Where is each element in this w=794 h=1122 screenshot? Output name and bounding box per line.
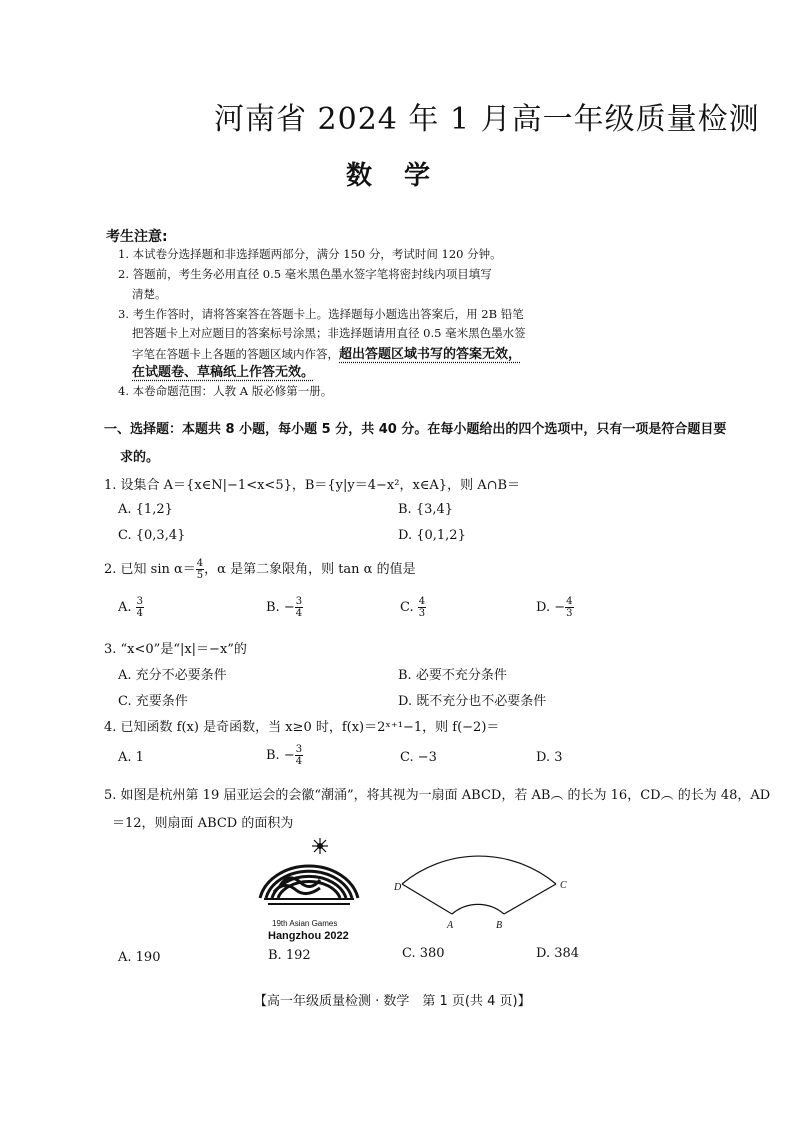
q3-option-d: D. 既不充分也不必要条件 — [398, 694, 547, 709]
q2-stem-num: 4 — [196, 558, 204, 569]
q5-option-b: B. 192 — [268, 948, 311, 963]
q4-b-label: B. − — [266, 748, 295, 763]
q5-option-c: C. 380 — [402, 946, 445, 961]
q5-stem-line-2: ＝12，则扇面 ABCD 的面积为 — [112, 816, 294, 831]
q2-stem-pre: 2. 已知 sin α＝ — [104, 562, 196, 577]
q2-option-b — [266, 596, 303, 619]
q2-b-label: B. − — [266, 600, 295, 615]
q4-b-den: 4 — [295, 756, 303, 767]
notice-item-3c — [132, 343, 521, 362]
q1-option-a: A. {1,2} — [118, 502, 173, 517]
section-1-heading: 一、选择题：本题共 8 小题，每小题 5 分，共 40 分。在每小题给出的四个选项中，只有一项是符合题目要 — [104, 422, 727, 437]
q4-option-c: C. −3 — [400, 750, 437, 765]
q2-a-den: 4 — [136, 608, 144, 619]
asian-games-logo — [250, 836, 368, 944]
q2-stem-post: ，α 是第二象限角，则 tan α 的值是 — [204, 562, 416, 577]
q1-stem: 1. 设集合 A＝{x∈N|−1<x<5}，B＝{y|y＝4−x²，x∈A}，则 A∩B＝ — [104, 478, 521, 493]
q2-a-num: 3 — [136, 596, 144, 607]
point-a-label: A — [447, 920, 454, 931]
q1-option-d: D. {0,1,2} — [398, 528, 466, 543]
notice-item-2b: 清楚。 — [132, 287, 167, 301]
q5-option-d: D. 384 — [536, 946, 580, 961]
notice-item-3c-text: 字笔在答题卡上各题的答题区域内作答， — [132, 347, 339, 361]
point-d-label: D — [394, 882, 402, 893]
arc-ab — [452, 904, 504, 914]
notice-item-4: 4. 本卷命题范围：人教 A 版必修第一册。 — [118, 384, 333, 398]
page-title: 河南省 2024 年 1 月高一年级质量检测 — [214, 102, 760, 137]
notice-emphasis-1: 超出答题区域书写的答案无效， — [339, 347, 522, 362]
q4-option-d: D. 3 — [536, 750, 563, 765]
q5-option-a: A. 190 — [118, 950, 161, 965]
q3-option-c: C. 充要条件 — [118, 694, 188, 709]
q2-option-a — [118, 596, 144, 619]
q2-c-label: C. — [400, 600, 418, 615]
notice-item-2a: 2. 答题前，考生务必用直径 0.5 毫米黑色墨水签字笔将密封线内项目填写 — [118, 267, 492, 281]
page-footer: 【高一年级质量检测 · 数学 第 1 页(共 4 页)】 — [254, 994, 531, 1009]
q2-b-den: 4 — [295, 608, 303, 619]
q2-a-label: A. — [118, 600, 136, 615]
q2-d-den: 3 — [566, 608, 573, 619]
q2-d-fraction — [565, 596, 573, 619]
q4-b-num: 3 — [295, 744, 303, 755]
q3-option-a: A. 充分不必要条件 — [118, 668, 227, 683]
q2-c-num: 4 — [418, 596, 426, 607]
q2-b-num: 3 — [295, 596, 303, 607]
q2-c-den: 3 — [418, 608, 426, 619]
notice-heading: 考生注意: — [106, 229, 168, 245]
q2-a-fraction — [136, 596, 144, 619]
q2-stem-fraction — [196, 558, 204, 581]
q4-option-a: A. 1 — [118, 750, 144, 765]
q4-stem: 4. 已知函数 f(x) 是奇函数，当 x≥0 时，f(x)＝2ˣ⁺¹−1，则 f(−2)＝ — [104, 720, 500, 735]
q2-d-label: D. − — [536, 600, 566, 615]
fan-diagram — [390, 840, 576, 934]
segment-ad — [402, 884, 452, 914]
notice-item-1: 1. 本试卷分选择题和非选择题两部分，满分 150 分，考试时间 120 分钟。 — [118, 247, 502, 261]
notice-item-3b: 把答题卡上对应题目的答案标号涂黑；非选择题请用直径 0.5 毫米黑色墨水签 — [132, 326, 526, 340]
q2-c-fraction — [418, 596, 426, 619]
point-c-label: C — [560, 880, 567, 891]
notice-item-3a: 3. 考生作答时，请将答案答在答题卡上。选择题每小题选出答案后，用 2B 铅笔 — [118, 307, 524, 321]
q2-option-d — [536, 596, 574, 619]
q3-stem: 3. “x<0”是“|x|＝−x”的 — [104, 642, 247, 657]
logo-caption-1: 19th Asian Games — [272, 919, 338, 928]
notice-emphasis-2: 在试题卷、草稿纸上作答无效。 — [132, 365, 315, 380]
point-b-label: B — [496, 920, 503, 931]
segment-bc — [504, 884, 556, 914]
section-1-heading-cont: 求的。 — [120, 450, 160, 465]
subject-title: 数学 — [346, 161, 463, 191]
q2-d-num: 4 — [566, 596, 573, 607]
q2-stem — [104, 558, 416, 581]
q2-b-fraction — [295, 596, 303, 619]
q4-b-fraction — [295, 744, 303, 767]
q1-option-b: B. {3,4} — [398, 502, 454, 517]
q1-option-c: C. {0,3,4} — [118, 528, 186, 543]
arc-cd — [402, 856, 556, 884]
logo-caption-2: Hangzhou 2022 — [268, 930, 349, 942]
q3-option-b: B. 必要不充分条件 — [398, 668, 507, 683]
q5-stem-line-1: 5. 如图是杭州第 19 届亚运会的会徽“潮涌”，将其视为一扇面 ABCD，若 AB︵ 的长为 16，CD︵ 的长为 48，AD — [104, 788, 771, 803]
q4-option-b — [266, 744, 303, 767]
q2-stem-den: 5 — [196, 570, 204, 581]
q2-option-c — [400, 596, 426, 619]
